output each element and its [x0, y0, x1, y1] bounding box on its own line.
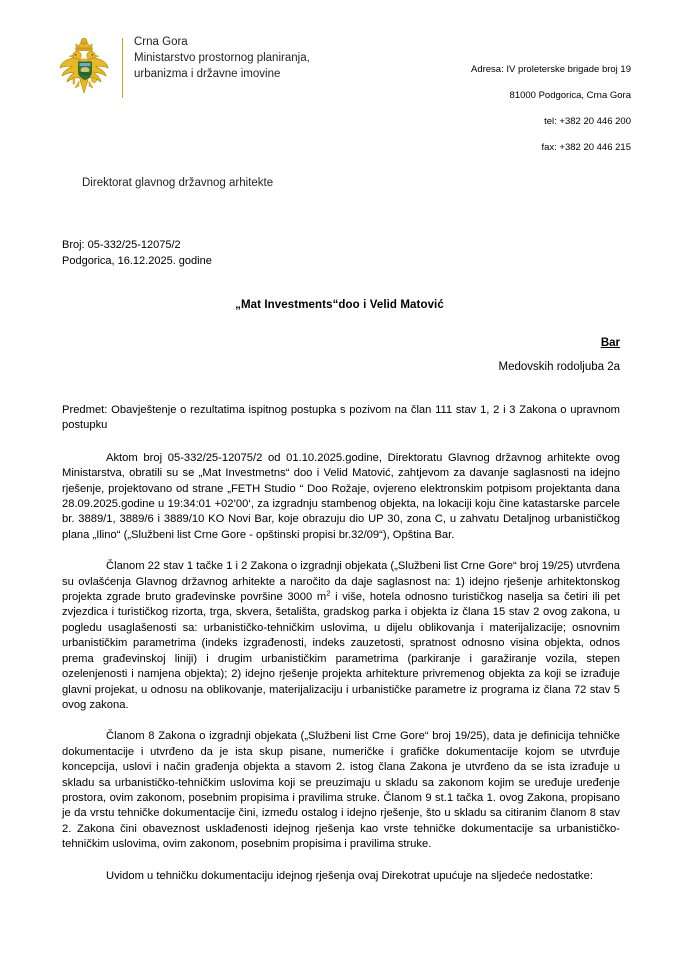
addressee-street: Medovskih rodoljuba 2a [498, 361, 620, 373]
document-body [62, 403, 620, 884]
paragraph-2-text-b: i više, hotela odnosno turističkog naselja sa četiri ili pet zvjezdica i turističkog rizorta, trga, skvera, šetališta, gradskog parka i objekta iz člana 15 stav 2 ovog zakona, u pogledu usaglašenosti sa: urbanističko-tehničkim uslovima, u dijelu oblikovanja i materijalizacije; osnovnim urbanističkim parametrima (indeks izgrađenosti, indeks zauzetosti, spratnost odnosno visina objekta, odnos prema građevinskoj liniji) i drugim urbanističkim parametrima (parkiranje i garažiranje vozila, stepen ozelenjenosti i namjena objekta); 2) idejno rješenje projekta arhitekture privremenog objekta za koji se izrađuje glavni projekat, u odnosu na oblikovanje, materijalizaciju i urbanističke parametre iz programa iz člana 72 stav 5 ovog zakona. [62, 591, 620, 711]
reference-place-date: Podgorica, 16.12.2025. godine [62, 255, 212, 267]
ministry-line-1: Ministarstvo prostornog planiranja, [134, 52, 310, 64]
contact-block [471, 34, 631, 167]
letterhead [0, 0, 679, 167]
paragraph-3 [62, 729, 620, 852]
paragraph-2-superscript: 2 [326, 588, 331, 598]
addressee-city-text: Bar [600, 337, 620, 349]
contact-address: Adresa: IV proleterske brigade broj 19 [470, 64, 631, 75]
subject-line: Predmet: Obavještenje o rezultatima ispitnog postupka s pozivom na član 111 stav 1, 2 i 3 Zakona o upravnom postupku [62, 404, 620, 432]
letterhead-divider [122, 38, 123, 98]
paragraph-3-text: Članom 8 Zakona o izgradnji objekata („Službeni list Crne Gore“ broj 19/25), data je definicija tehničke dokumentacije i utvrđeno da je ista skup pisane, numeričke i grafičke dokumentacije kojom se utvrđuje koncepcija, uslovi i način građenja objekta a stavom 2. istog člana Zakona je utvrđeno da se ista izrađuje u skladu sa urbanističko-tehničkim uslovima koji se preuzimaju u skladu sa zakonom kojim se uređuje uređenje prostora, ovim zakonom, posebnim propisima i pravilima struke. Članom 9 st.1 tačka 1. ovog Zakona, propisano je da vrstu tehničke dokumentacije čini, između ostalog i idejno rješenje, što u skladu sa citiranim članom 8 stav 2. Zakona čini obaveznost usklađenosti idejnog rješenja kao vrste tehničke dokumentacije sa urbanističko-tehničkim uslovima, ovim zakonom, posebnim propisima i pravilima struke. [62, 730, 620, 851]
paragraph-2 [62, 559, 620, 713]
ministry-line-2: urbanizma i državne imovine [134, 68, 281, 80]
contact-fax: fax: +382 20 446 215 [541, 142, 631, 153]
reference-block [62, 237, 679, 269]
paragraph-2-text-a: Članom 22 stav 1 tačke 1 i 2 Zakona o izgradnji objekata („Službeni list Crne Gore“ broj 19/25) utvrđena su ovlašćenja Glavnog državnog arhitekte a naročito da daje saglasnost na: 1) idejno rješenje arhitektonskog projekta zgrade bruto građevinske površine 3000 m [62, 560, 620, 604]
paragraph-4 [62, 869, 620, 884]
contact-tel: tel: +382 20 446 200 [544, 116, 631, 127]
addressee-city [0, 337, 679, 349]
paragraph-1 [62, 451, 620, 543]
reference-number: Broj: 05-332/25-12075/2 [62, 239, 181, 251]
paragraph-1-text: Aktom broj 05-332/25-12075/2 od 01.10.2025.godine, Direktoratu Glavnog državnog arhitekte ovog Ministarstva, obratili su se „Mat Investmetns“ doo i Velid Matović, zahtjevom za davanje saglasnosti na idejno rješenje, projektovano od strane „FETH Studio “ Doo Rožaje, ovjereno elektronskim potpisom projektanta dana 28.09.2025.godine u 19:34:01 +02’00‘, za izgradnju stambenog objekta, na lokaciji koju čine katastarske parcele br. 3889/1, 3889/6 i 3889/10 KO Novi Bar, koje obrazuju dio UP 30, zona C, u zahvatu Detaljnog urbanističkog plana „Ilino“ („Službeni list Crne Gore - opštinski propisi br.32/09“), Opština Bar. [62, 451, 620, 541]
montenegro-coat-of-arms-icon [58, 36, 110, 100]
country-name: Crna Gora [134, 36, 188, 48]
crest-block [58, 34, 310, 100]
ministry-text-block [134, 34, 310, 82]
addressee-name: „Mat Investments“doo i Velid Matović [235, 299, 444, 311]
contact-city: 81000 Podgorica, Crna Gora [509, 90, 631, 101]
paragraph-4-text: Uvidom u tehničku dokumentaciju idejnog rješenja ovaj Direkotrat upućuje na sljedeće nedostatke: [106, 869, 593, 882]
directorate-title: Direktorat glavnog državnog arhitekte [82, 177, 274, 189]
